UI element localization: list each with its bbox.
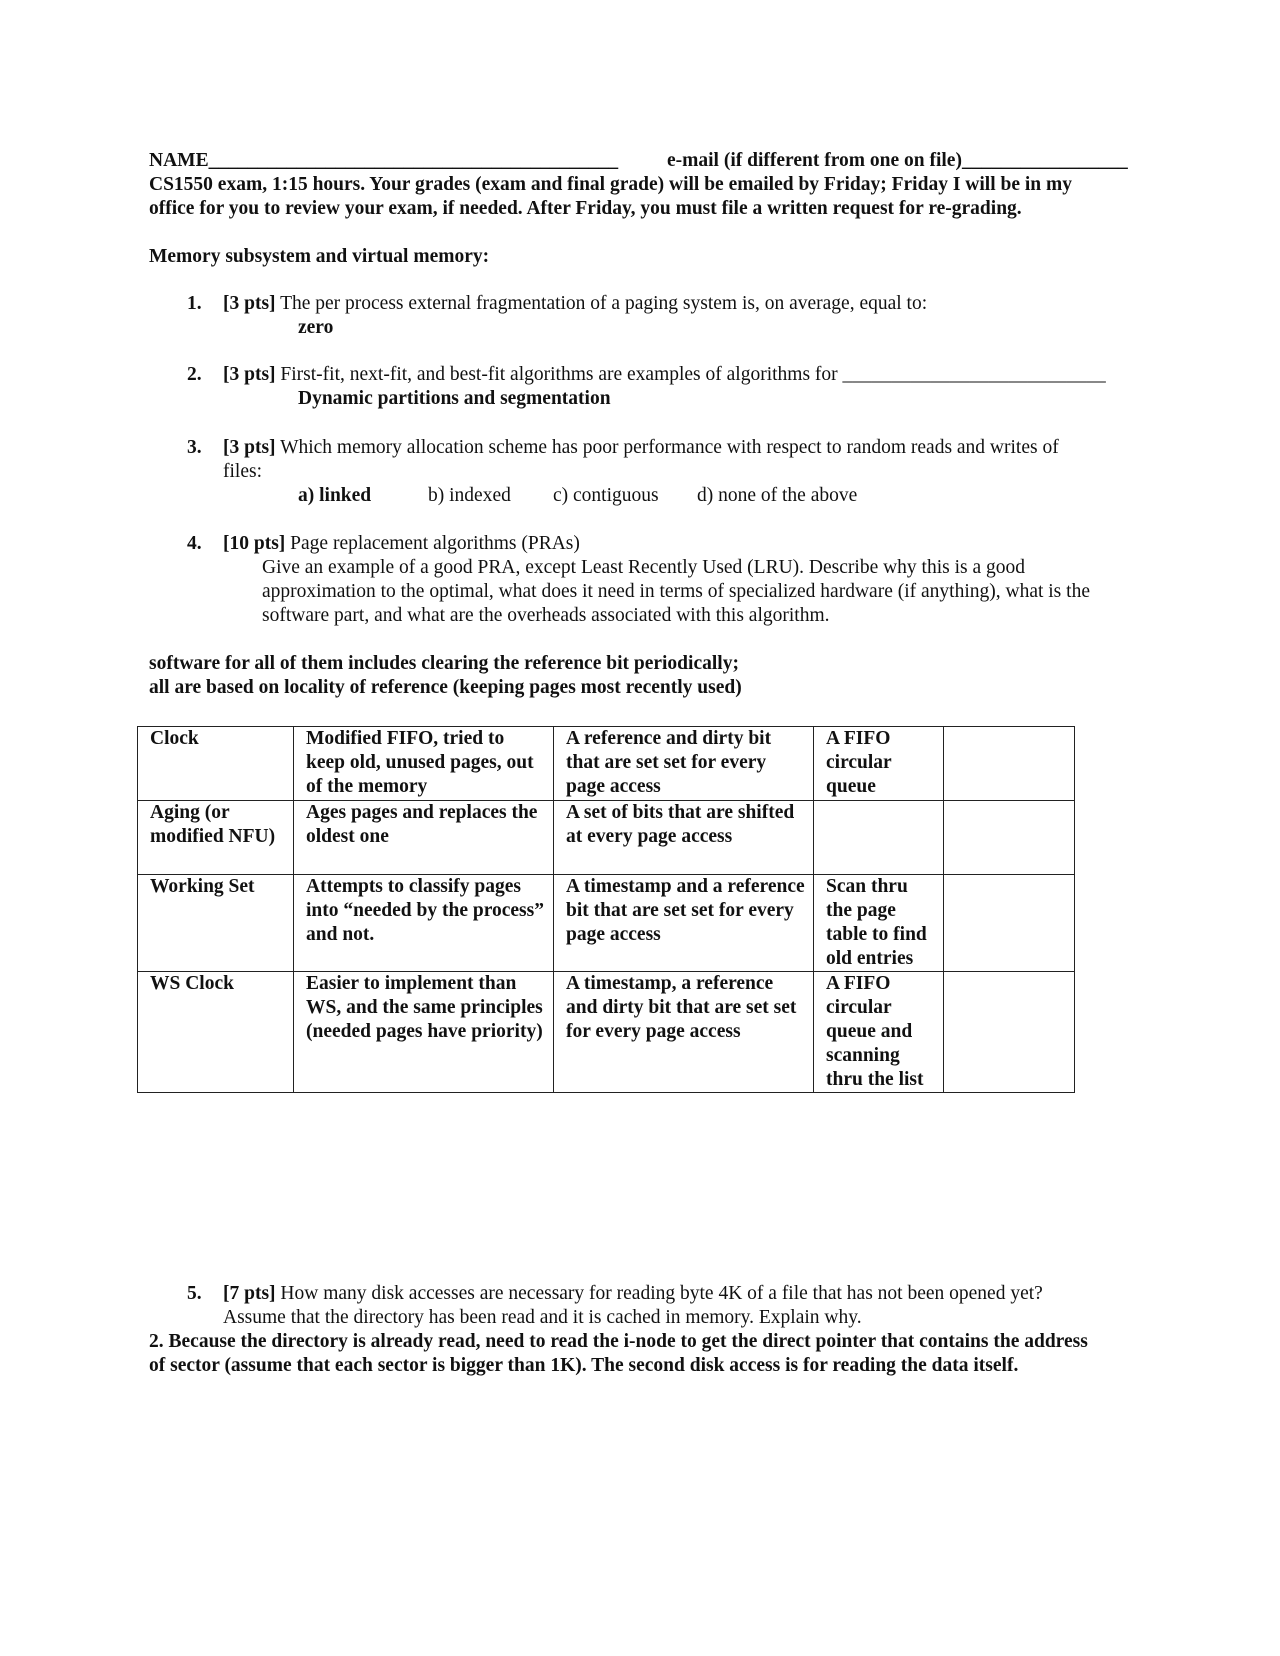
q3-text bbox=[223, 436, 1059, 460]
q5-number: 5. bbox=[187, 1283, 202, 1304]
q4-body-line-3: software part, and what are the overheads associated with this algorithm. bbox=[262, 605, 830, 626]
table-cell-description: Ages pages and replaces the oldest one bbox=[294, 801, 554, 875]
table-cell-empty bbox=[944, 972, 1075, 1093]
table-cell-software: Scan thru the page table to find old entries bbox=[814, 875, 944, 972]
q5-prompt-line-2: Assume that the directory has been read and it is cached in memory. Explain why. bbox=[223, 1307, 862, 1328]
table-row bbox=[138, 972, 1075, 1093]
q2-prompt: First-fit, next-fit, and best-fit algorithms are examples of algorithms for ___________________________ bbox=[275, 364, 1106, 385]
q5-answer-line-2: of sector (assume that each sector is bigger than 1K). The second disk access is for reading the data itself. bbox=[149, 1355, 1019, 1376]
q1-text bbox=[223, 292, 927, 316]
q3-points: [3 pts] bbox=[223, 437, 276, 458]
q4-body-line-2: approximation to the optimal, what does it need in terms of specialized hardware (if anything), what is the bbox=[262, 581, 1090, 602]
table-cell-algorithm: Aging (or modified NFU) bbox=[138, 801, 294, 875]
table-row bbox=[138, 875, 1075, 972]
table-cell-software: A FIFO circular queue and scanning thru the list bbox=[814, 972, 944, 1093]
q4-answer-line-1: software for all of them includes clearing the reference bit periodically; bbox=[149, 653, 739, 674]
email-line bbox=[667, 149, 1128, 173]
name-blank: __________________________________________ bbox=[208, 150, 619, 171]
table-cell-hardware: A timestamp and a reference bit that are set set for every page access bbox=[554, 875, 814, 972]
q2-answer: Dynamic partitions and segmentation bbox=[298, 388, 611, 409]
table-cell-hardware: A timestamp, a reference and dirty bit that are set set for every page access bbox=[554, 972, 814, 1093]
q2-text bbox=[223, 363, 1106, 387]
table-row bbox=[138, 727, 1075, 801]
table-row bbox=[138, 801, 1075, 875]
table-cell-algorithm: Clock bbox=[138, 727, 294, 801]
q4-title bbox=[223, 532, 580, 556]
table-cell-description: Modified FIFO, tried to keep old, unused pages, out of the memory bbox=[294, 727, 554, 801]
q4-title-text: Page replacement algorithms (PRAs) bbox=[285, 533, 580, 554]
q3-option-c: c) contiguous bbox=[553, 485, 659, 506]
q3-option-a: a) linked bbox=[298, 485, 372, 506]
q1-points: [3 pts] bbox=[223, 293, 276, 314]
table-cell-software: A FIFO circular queue bbox=[814, 727, 944, 801]
email-blank: _________________ bbox=[961, 150, 1128, 171]
table-cell-empty bbox=[944, 801, 1075, 875]
q3-prompt: Which memory allocation scheme has poor performance with respect to random reads and writes of bbox=[275, 437, 1059, 458]
q1-answer: zero bbox=[298, 317, 334, 338]
q3-option-d: d) none of the above bbox=[697, 485, 858, 506]
table-cell-description: Easier to implement than WS, and the same principles (needed pages have priority) bbox=[294, 972, 554, 1093]
q2-points: [3 pts] bbox=[223, 364, 276, 385]
table-cell-empty bbox=[944, 875, 1075, 972]
q5-answer-line-1: 2. Because the directory is already read, need to read the i-node to get the direct pointer that contains the address bbox=[149, 1331, 1088, 1352]
q3-prompt-line-2: files: bbox=[223, 461, 262, 482]
q4-answer-line-2: all are based on locality of reference (keeping pages most recently used) bbox=[149, 677, 742, 698]
q3-option-b: b) indexed bbox=[428, 485, 511, 506]
q1-prompt: The per process external fragmentation of a paging system is, on average, equal to: bbox=[275, 293, 928, 314]
q5-text bbox=[223, 1282, 1043, 1306]
q4-body-line-1: Give an example of a good PRA, except Least Recently Used (LRU). Describe why this is a good bbox=[262, 557, 1026, 578]
table-cell-empty bbox=[944, 727, 1075, 801]
q5-points: [7 pts] bbox=[223, 1283, 276, 1304]
section-title: Memory subsystem and virtual memory: bbox=[149, 246, 490, 267]
q5-prompt: How many disk accesses are necessary for reading byte 4K of a file that has not been opened yet? bbox=[275, 1283, 1043, 1304]
q4-points: [10 pts] bbox=[223, 533, 286, 554]
name-label: NAME bbox=[149, 150, 209, 171]
q4-number: 4. bbox=[187, 533, 202, 554]
table-cell-hardware: A reference and dirty bit that are set set for every page access bbox=[554, 727, 814, 801]
name-line bbox=[149, 149, 618, 173]
q1-number: 1. bbox=[187, 293, 202, 314]
exam-info-line-2: office for you to review your exam, if needed. After Friday, you must file a written request for re-grading. bbox=[149, 198, 1022, 219]
table-cell-hardware: A set of bits that are shifted at every page access bbox=[554, 801, 814, 875]
table-cell-algorithm: WS Clock bbox=[138, 972, 294, 1093]
q3-number: 3. bbox=[187, 437, 202, 458]
table-cell-software bbox=[814, 801, 944, 875]
email-label: e-mail (if different from one on file) bbox=[667, 150, 962, 171]
exam-info-line-1: CS1550 exam, 1:15 hours. Your grades (exam and final grade) will be emailed by Friday; Friday I will be in my bbox=[149, 174, 1072, 195]
pra-table bbox=[137, 726, 1075, 1093]
q2-number: 2. bbox=[187, 364, 202, 385]
table-cell-description: Attempts to classify pages into “needed by the process” and not. bbox=[294, 875, 554, 972]
table-cell-algorithm: Working Set bbox=[138, 875, 294, 972]
